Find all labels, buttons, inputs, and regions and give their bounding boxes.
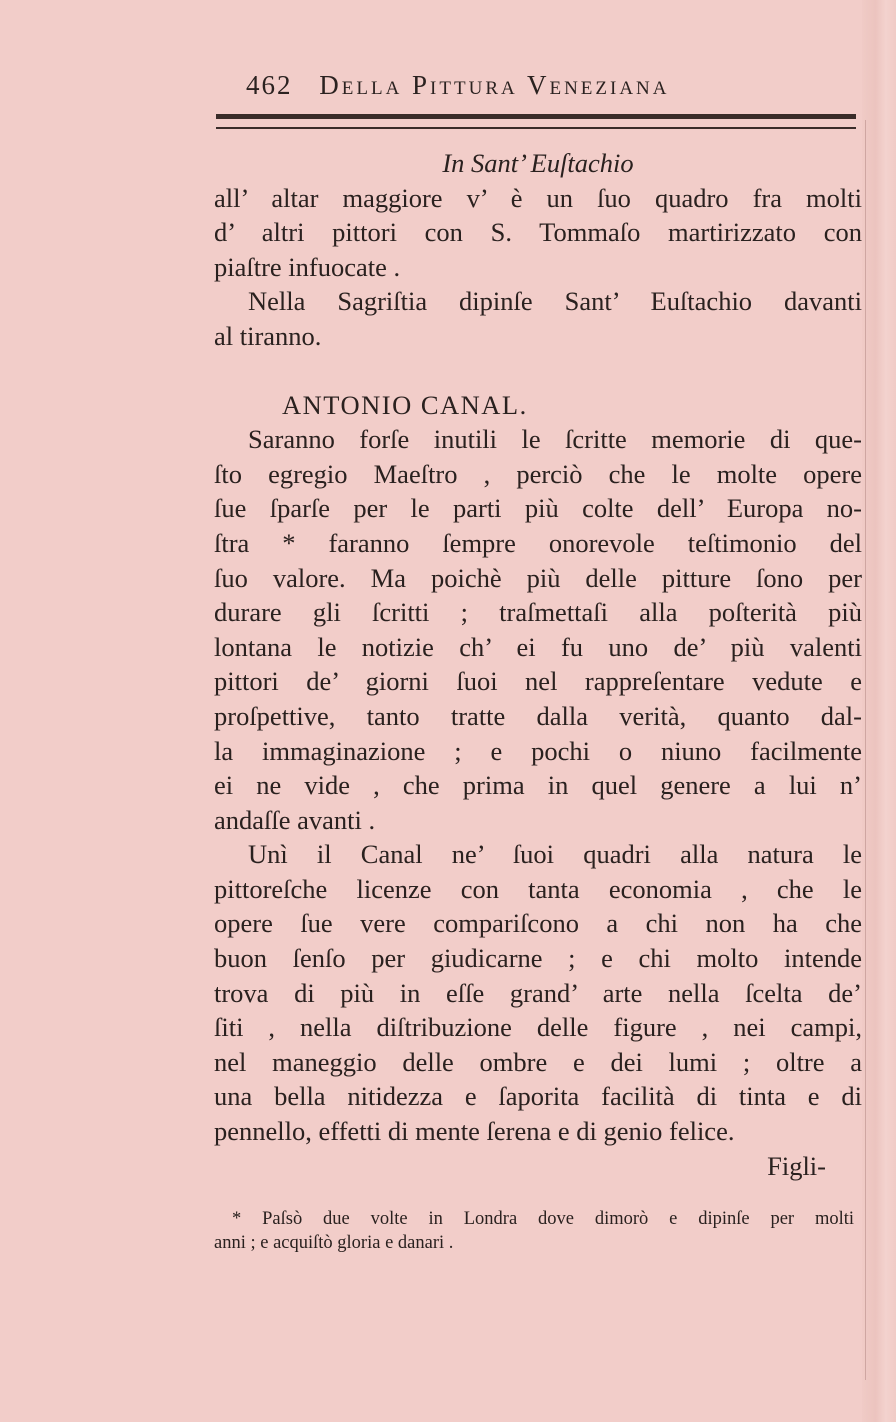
header-rule-thin [216,127,856,129]
catchword: Figli- [767,1150,826,1181]
paragraph-3 [214,422,862,837]
running-head [246,70,806,101]
text-line: ſue ſparſe per le parti più colte dell’ Europa no- [214,493,862,524]
text-line: ei ne vide , che prima in quel genere a lui n’ [214,770,862,801]
text-line: buon ſenſo per giudicarne ; e chi molto intende [214,943,862,974]
text-line: pittori de’ giorni ſuoi nel rappreſentare vedute e [214,666,862,697]
text-line: ſtra * faranno ſempre onorevole teſtimonio del [214,527,862,558]
page-number: 462 [246,70,293,100]
text-line: all’ altar maggiore v’ è un ſuo quadro fra molti [214,182,862,213]
text-line: proſpettive, tanto tratte dalla verità, quanto dal- [214,700,862,731]
artist-heading: ANTONIO CANAL. [282,389,528,420]
text-line: durare gli ſcritti ; traſmettaſi alla poſterità più [214,597,862,628]
text-line: nel maneggio delle ombre e dei lumi ; oltre a [214,1046,862,1077]
page-edge [862,0,896,1422]
text-line: Nella Sagriſtia dipinſe Sant’ Euſtachio davanti [248,286,862,317]
header-rule-thick [216,114,856,119]
paragraph-1 [214,181,862,285]
text-line: ſuo valore. Ma poichè più delle pitture ſono per [214,562,862,593]
text-line: piaſtre infuocate . [214,251,401,282]
text-line: trova di più in eſſe grand’ arte nella ſcelta de’ [214,977,862,1008]
text-line: la immaginazione ; e pochi o niuno facilmente [214,735,862,766]
text-line: una bella nitidezza e ſaporita facilità di tinta e di [214,1081,862,1112]
text-line: d’ altri pittori con S. Tommaſo martirizzato con [214,217,862,248]
paragraph-4 [214,837,862,1148]
body-text [214,146,862,1183]
text-line: pennello, effetti di mente ſerena e di genio felice. [214,1116,735,1147]
gutter-line [865,120,866,1380]
footnote-line: * Paſsò due volte in Londra dove dimorò e dipinſe per molti [232,1209,854,1229]
text-line: Saranno forſe inutili le ſcritte memorie di que- [248,424,862,455]
text-line: ſto egregio Maeſtro , perciò che le molte opere [214,458,862,489]
text-line: pittoreſche licenze con tanta economia , che le [214,873,862,904]
text-line: al tiranno. [214,320,322,351]
footnote-line: anni ; e acquiſtò gloria e danari . [214,1233,454,1253]
section-heading: In Sant’ Euſtachio [442,148,634,178]
text-line: andaſſe avanti . [214,804,376,835]
footnote [214,1207,854,1255]
text-line: ſiti , nella diſtribuzione delle figure , nei campi, [214,1012,862,1043]
text-line: Unì il Canal ne’ ſuoi quadri alla natura le [248,839,862,870]
paragraph-2 [214,284,862,353]
running-title: Della Pittura Veneziana [319,70,670,100]
text-line: lontana le notizie ch’ ei fu uno de’ più valenti [214,631,862,662]
text-line: opere ſue vere compariſcono a chi non ha che [214,908,862,939]
